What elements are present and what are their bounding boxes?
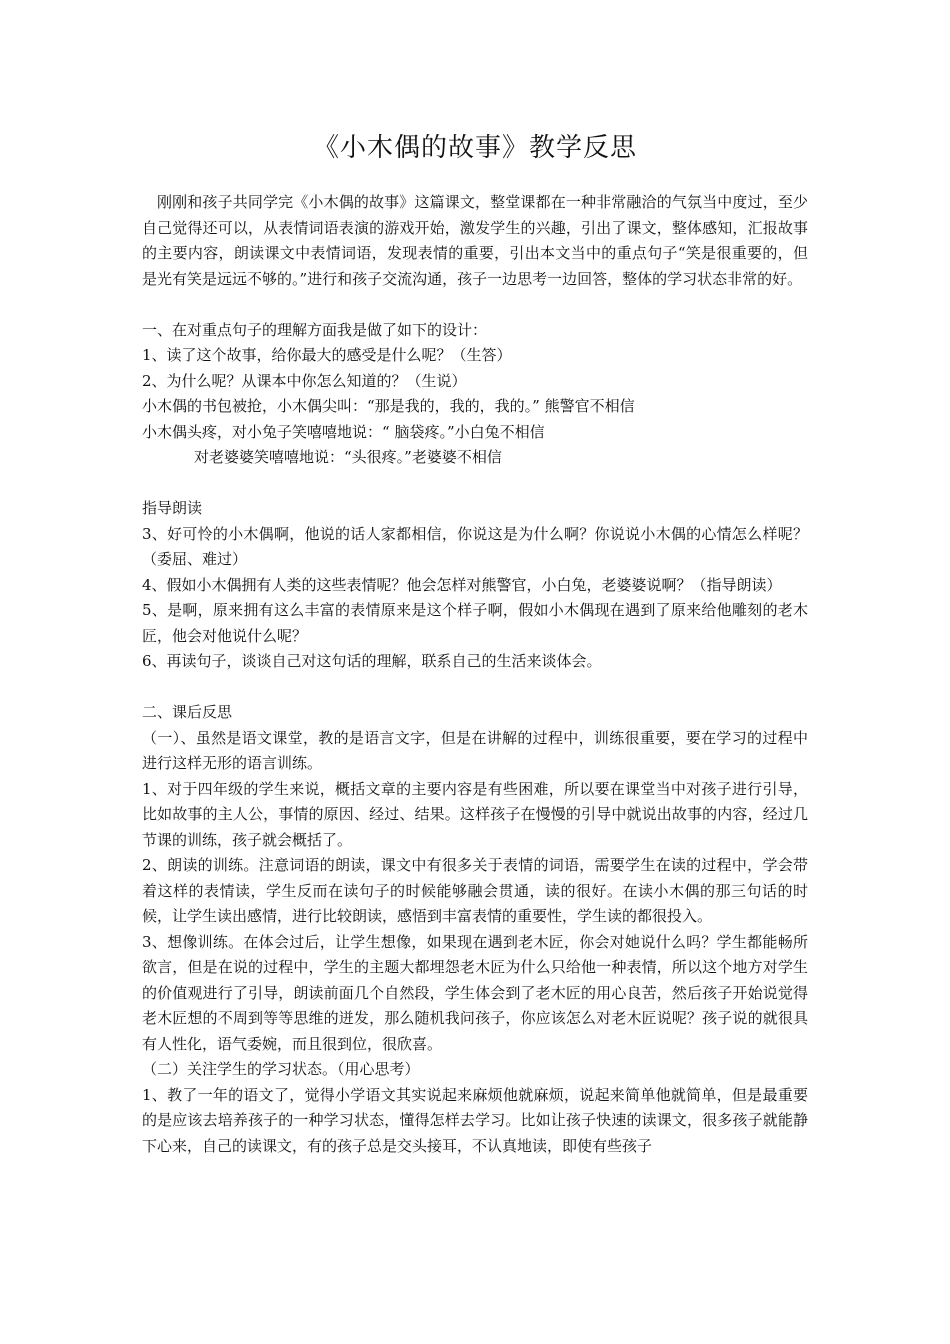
question-6: 6、再读句子，谈谈自己对这句话的理解，联系自己的生活来谈体会。 bbox=[142, 652, 602, 670]
example-line-a: 小木偶的书包被抢，小木偶尖叫：“那是我的，我的，我的。” 熊警官不相信 bbox=[142, 397, 635, 415]
example-line-c: 对老婆婆笑嘻嘻地说：“头很疼。”老婆婆不相信 bbox=[194, 448, 502, 466]
guide-reading-label: 指导朗读 bbox=[142, 499, 203, 517]
reflection-paragraph-3: 3、想像训练。在体会过后，让学生想像，如果现在遇到老木匠，你会对她说什么吗？学生都能畅所欲言，但是在说的过程中，学生的主题大都埋怨老木匠为什么只给他一种表情，所以这个地方对学生的价值观进行了引导，朗读前面几个自然段，学生体会到了老木匠的用心良苦，然后孩子开始说觉得老木匠想的不周到等等思维的迸发，那么随机我问孩子，你应该怎么对老木匠说呢？孩子说的就很具有人性化，语气委婉，而且很到位，很欣喜。 bbox=[142, 932, 808, 1053]
reflection-paragraph-2: 2、朗读的训练。注意词语的朗读，课文中有很多关于表情的词语，需要学生在读的过程中，学会带着这样的表情读，学生反而在读句子的时候能够融会贯通，读的很好。在读小木偶的那三句话的时候，让学生读出感情，进行比较朗读，感悟到丰富表情的重要性，学生读的都很投入。 bbox=[142, 856, 808, 925]
spacer bbox=[142, 292, 808, 318]
spacer bbox=[142, 471, 808, 497]
document-title: 《小木偶的故事》教学反思 bbox=[312, 133, 637, 163]
section2-heading: 二、课后反思 bbox=[142, 703, 233, 721]
question-5: 5、是啊，原来拥有这么丰富的表情原来是这个样子啊，假如小木偶现在遇到了原来给他雕刻的老木匠，他会对他说什么呢？ bbox=[142, 601, 808, 645]
example-line-b: 小木偶头疼，对小兔子笑嘻嘻地说：“ 脑袋疼。”小白兔不相信 bbox=[142, 422, 545, 441]
question-4: 4、假如小木偶拥有人类的这些表情呢？他会怎样对熊警官，小白兔，老婆婆说啊？（指导朗读） bbox=[142, 575, 782, 594]
reflection-paragraph-4: 1、教了一年的语文了，觉得小学语文其实说起来麻烦他就麻烦，说起来简单他就简单，但是最重要的是应该去培养孩子的一种学习状态，懂得怎样去学习。比如让孩子快速的读课文，很多孩子就能静下心来，自己的读课文，有的孩子总是交头接耳，不认真地读，即使有些孩子 bbox=[142, 1085, 808, 1155]
question-1: 1、读了这个故事，给你最大的感受是什么呢？（生答） bbox=[142, 346, 512, 364]
subsection-1: （一）、虽然是语文课堂，教的是语言文字，但是在讲解的过程中，训练很重要，要在学习的过程中进行这样无形的语言训练。 bbox=[142, 728, 808, 772]
reflection-paragraph-1: 1、对于四年级的学生来说，概括文章的主要内容是有些困难，所以要在课堂当中对孩子进行引导，比如故事的主人公，事情的原因、经过、结果。这样孩子在慢慢的引导中就说出故事的内容，经过几节课的训练，孩子就会概括了。 bbox=[142, 779, 808, 849]
subsection-2: （二）关注学生的学习状态。（用心思考） bbox=[142, 1060, 420, 1078]
question-2: 2、为什么呢？从课本中你怎么知道的？（生说） bbox=[142, 371, 467, 390]
question-3: 3、好可怜的小木偶啊，他说的话人家都相信，你说这是为什么啊？你说说小木偶的心情怎么样呢？（委屈、难过） bbox=[142, 524, 808, 568]
intro-paragraph: 刚刚和孩子共同学完《小木偶的故事》这篇课文，整堂课都在一种非常融洽的气氛当中度过，至少自己觉得还可以，从表情词语表演的游戏开始，激发学生的兴趣，引出了课文，整体感知，汇报故事的主要内容，朗读课文中表情词语，发现表情的重要，引出本文当中的重点句子“笑是很重要的，但是光有笑是远远不够的。”进行和孩子交流沟通，孩子一边思考一边回答，整体的学习状态非常的好。 bbox=[142, 193, 808, 288]
spacer bbox=[142, 675, 808, 701]
section1-heading: 一、在对重点句子的理解方面我是做了如下的设计： bbox=[142, 320, 488, 339]
